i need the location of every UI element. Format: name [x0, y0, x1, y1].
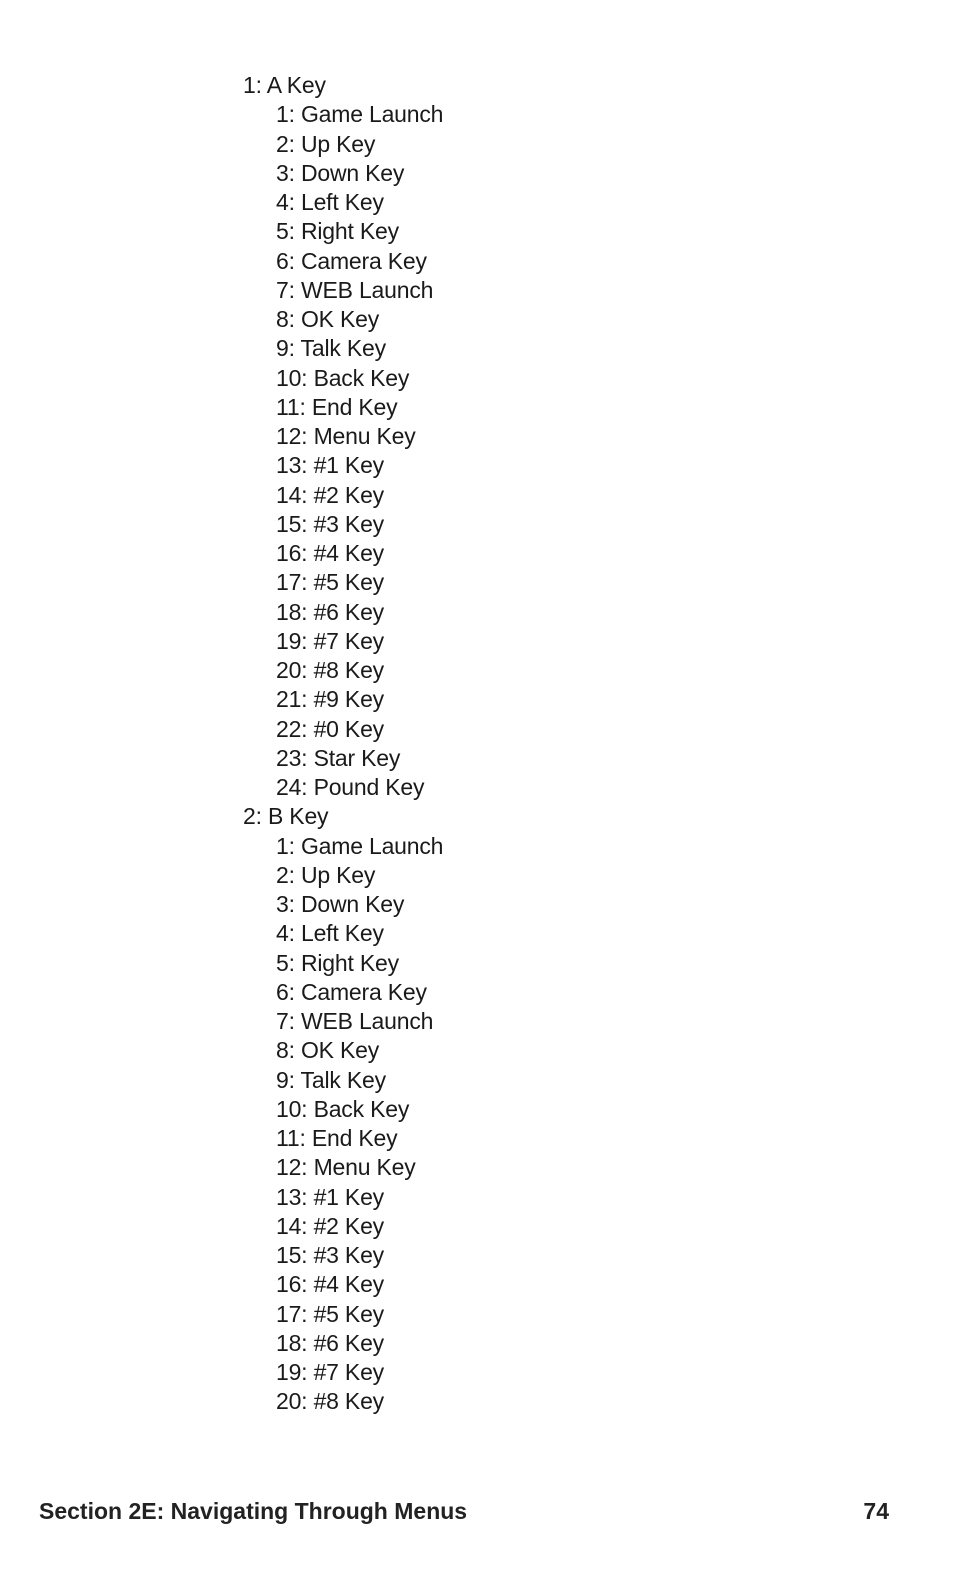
- list-item: 2: Up Key: [276, 861, 376, 888]
- list-item: 15: #3 Key: [276, 510, 384, 537]
- list-item: 18: #6 Key: [276, 598, 384, 625]
- menu-tree: [243, 71, 443, 1417]
- list-item: 2: Up Key: [276, 130, 376, 157]
- list-item: 23: Star Key: [276, 744, 401, 771]
- menu-heading: 2: B Key: [243, 803, 329, 830]
- list-item: 6: Camera Key: [276, 978, 427, 1005]
- list-item: 9: Talk Key: [276, 335, 386, 362]
- list-item: 12: Menu Key: [276, 423, 416, 449]
- list-item: 13: #1 Key: [276, 1183, 384, 1210]
- list-item: 5: Right Key: [276, 949, 399, 976]
- list-item: 3: Down Key: [276, 891, 405, 917]
- list-item: 14: #2 Key: [276, 1212, 384, 1239]
- list-item: 8: OK Key: [276, 306, 380, 332]
- list-item: 21: #9 Key: [276, 686, 384, 713]
- list-item: 9: Talk Key: [276, 1066, 386, 1093]
- list-item: 7: WEB Launch: [276, 276, 434, 303]
- list-item: 6: Camera Key: [276, 247, 427, 274]
- submenu-list: [243, 832, 443, 1417]
- page-footer: [39, 1494, 889, 1528]
- list-item: 16: #4 Key: [276, 1271, 384, 1298]
- page-number: 74: [863, 1498, 889, 1524]
- list-item: 14: #2 Key: [276, 481, 384, 508]
- menu-heading: 1: A Key: [243, 72, 326, 98]
- list-item: 11: End Key: [276, 393, 398, 420]
- list-item: 10: Back Key: [276, 1095, 410, 1122]
- menu-group-b-key: [243, 802, 443, 1416]
- list-item: 5: Right Key: [276, 218, 399, 245]
- list-item: 19: #7 Key: [276, 627, 384, 654]
- list-item: 1: Game Launch: [276, 832, 444, 859]
- list-item: 3: Down Key: [276, 159, 405, 186]
- list-item: 11: End Key: [276, 1125, 398, 1151]
- list-item: 13: #1 Key: [276, 452, 384, 479]
- list-item: 17: #5 Key: [276, 569, 384, 596]
- list-item: 17: #5 Key: [276, 1300, 384, 1327]
- list-item: 18: #6 Key: [276, 1329, 384, 1356]
- list-item: 24: Pound Key: [276, 774, 425, 800]
- list-item: 7: WEB Launch: [276, 1008, 434, 1034]
- list-item: 4: Left Key: [276, 920, 384, 947]
- list-item: 16: #4 Key: [276, 540, 384, 566]
- list-item: 8: OK Key: [276, 1037, 380, 1064]
- list-item: 20: #8 Key: [276, 657, 384, 683]
- list-item: 1: Game Launch: [276, 101, 444, 128]
- list-item: 15: #3 Key: [276, 1242, 384, 1268]
- list-item: 10: Back Key: [276, 364, 410, 391]
- section-title: Section 2E: Navigating Through Menus: [39, 1498, 468, 1524]
- list-item: 22: #0 Key: [276, 715, 384, 742]
- submenu-list: [243, 100, 443, 802]
- list-item: 12: Menu Key: [276, 1154, 416, 1181]
- list-item: 4: Left Key: [276, 189, 384, 215]
- menu-group-a-key: [243, 71, 443, 802]
- list-item: 19: #7 Key: [276, 1359, 384, 1385]
- list-item: 20: #8 Key: [276, 1388, 384, 1415]
